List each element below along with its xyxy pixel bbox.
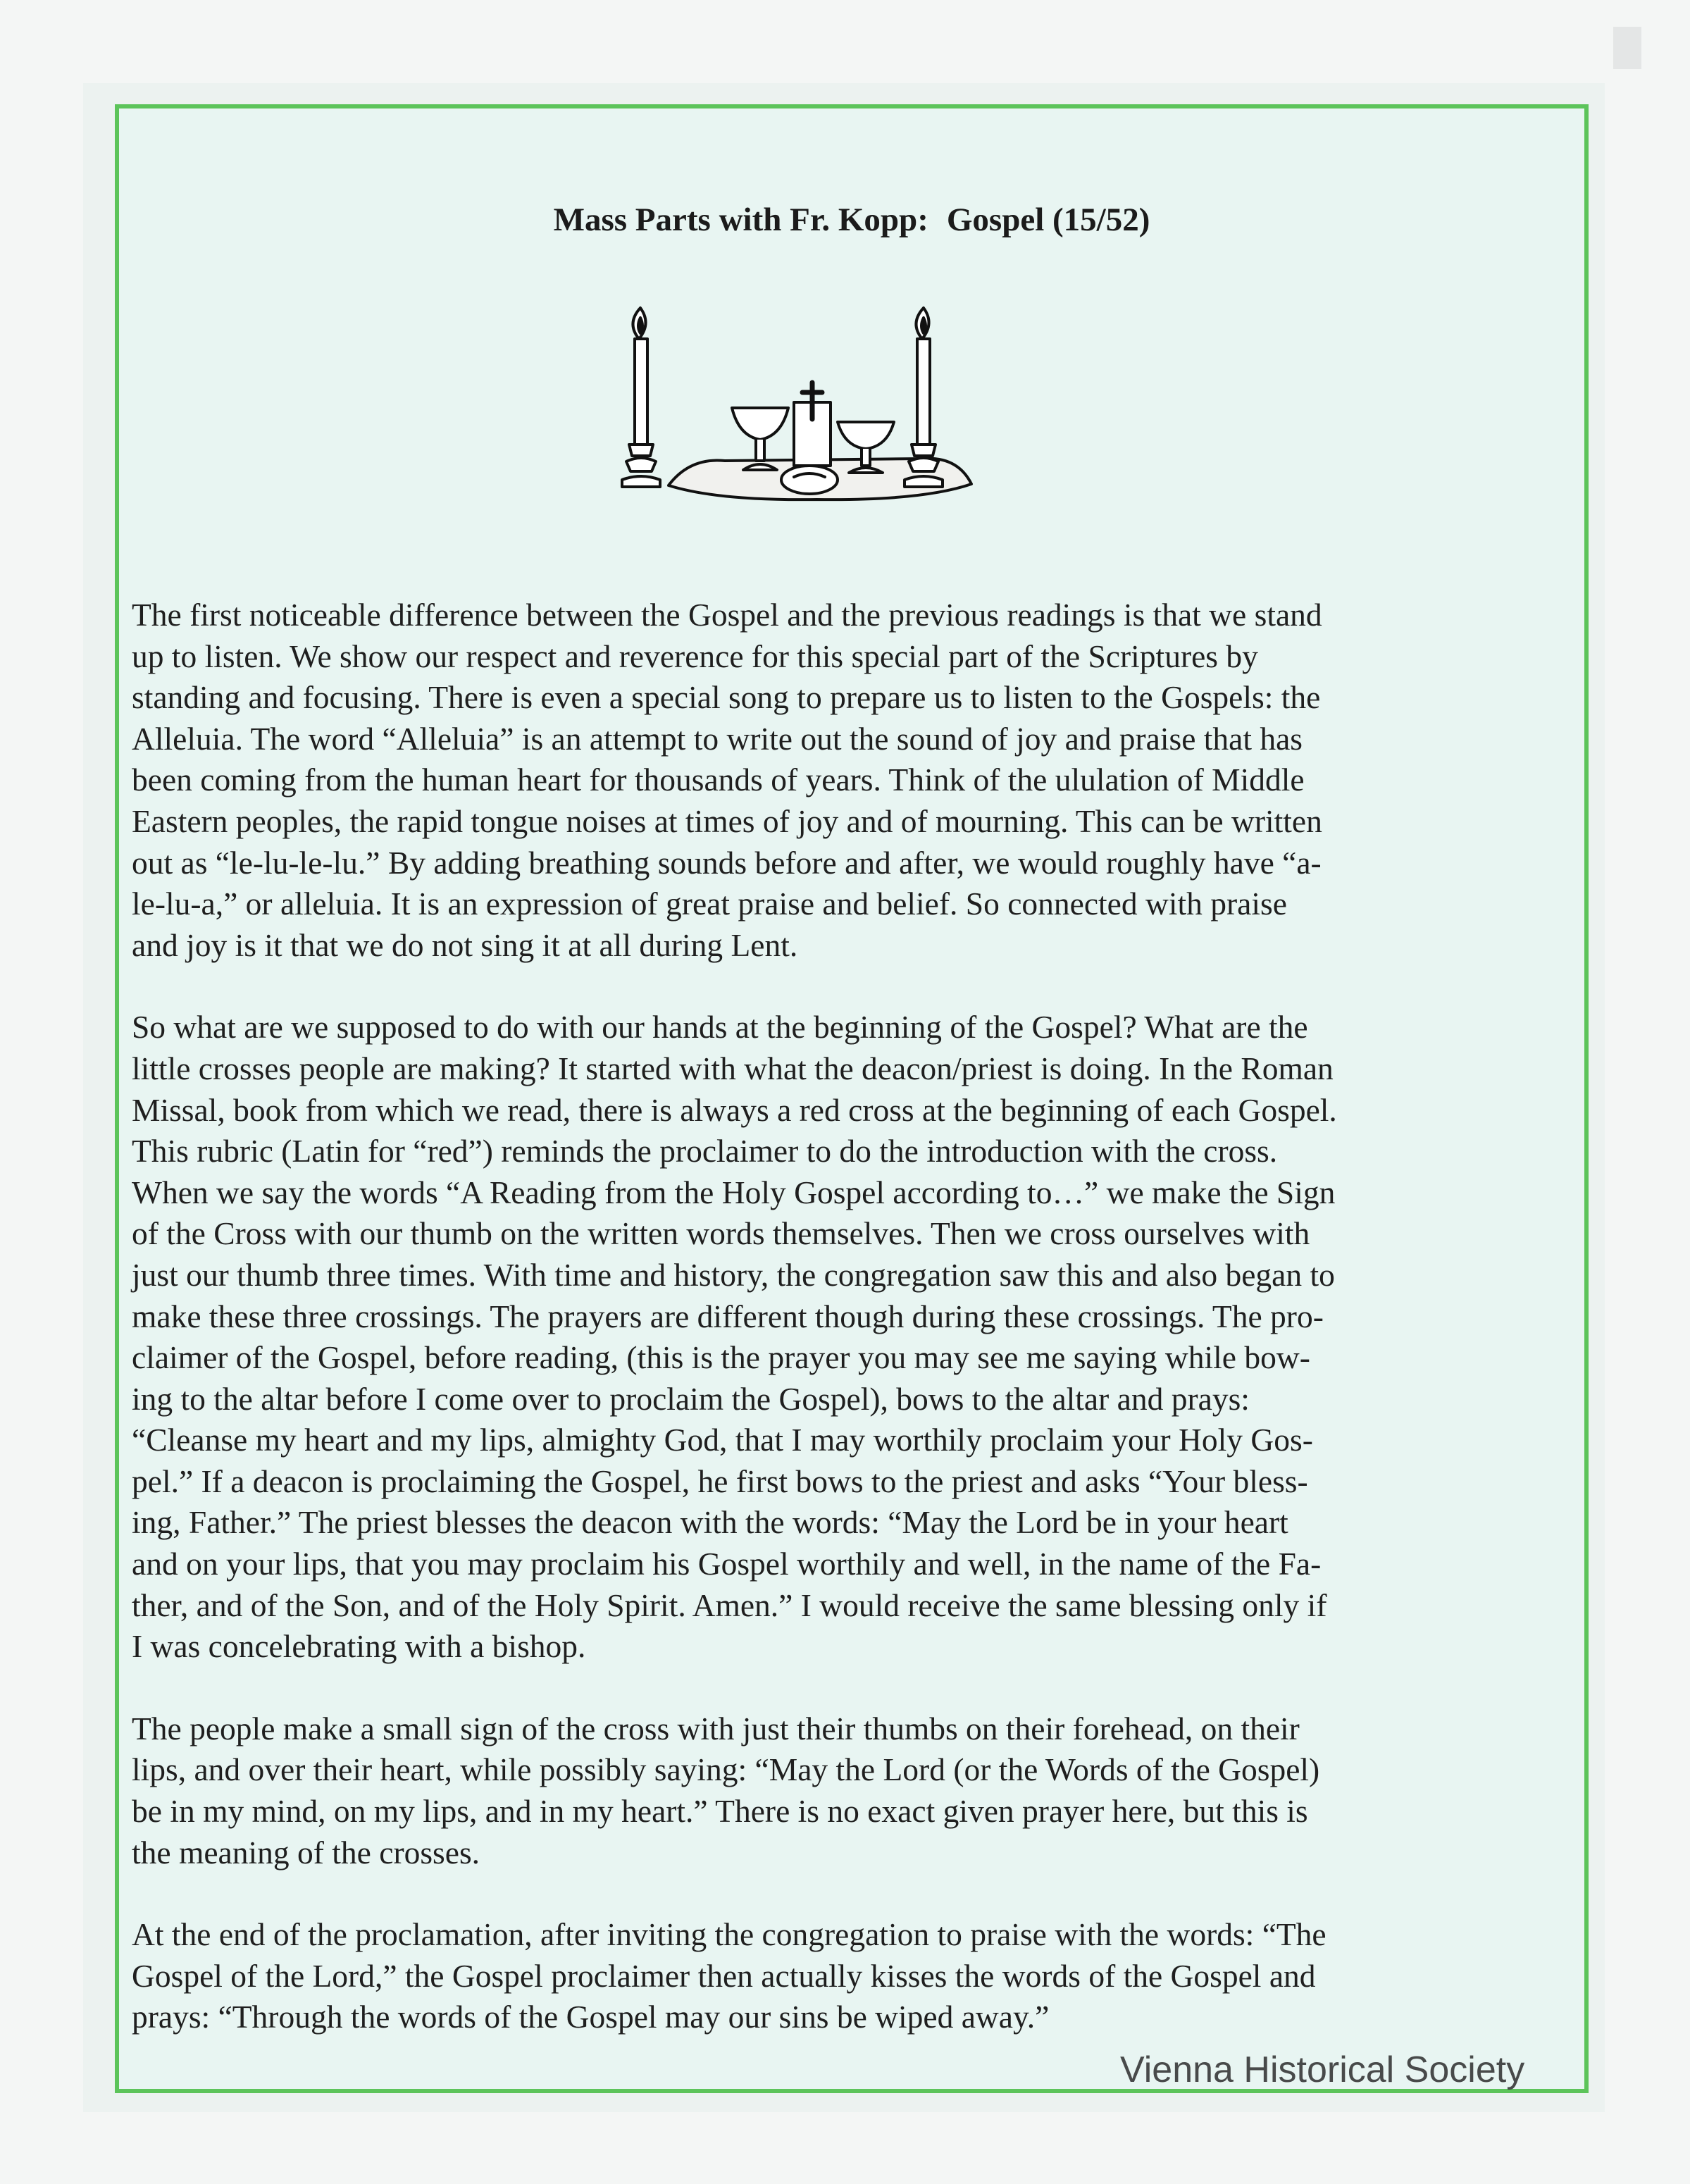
paragraph-crosses: So what are we supposed to do with our hands at the beginning of the Gospel? What are the little crosses people are making? It started with what the deacon/priest is doing. In the Roman Missal, book from which we read, there is always a red cross at the beginning of each Gospel. This rubric (Latin for “red”) reminds the proclaimer to do the introduction with the cross. When we say the words “A Reading from the Holy Gospel according to…” we make the Sign of the Cross with our thumb on the written words themselves. Then we cross ourselves with just our thumb three times. With time and history, the congregation saw this and also began to make these three crossings. The prayers are different though during these crossings. The pro- claimer of the Gospel, before reading, (this is the prayer you may see me saying while bow- ing to the altar before I come over to proclaim the Gospel), bows to the altar and prays: “Cleanse my heart and my lips, almighty God, that I may worthily proclaim your Holy Gos- pel.” If a deacon is proclaiming the Gospel, he first bows to the priest and asks “Your bless- ing, Father.” The priest blesses the deacon with the words: “May the Lord be in your heart and on your lips, that you may proclaim his Gospel worthily and well, in the name of the Fa- ther, and of the Son, and of the Holy Spirit. Amen.” I would receive the same blessing only if I was concelebrating with a bishop. bbox=[132, 1009, 1337, 1665]
title-topic: Gospel (15/52) bbox=[946, 201, 1150, 238]
corner-tab bbox=[1613, 27, 1641, 69]
paragraph-people-crosses: The people make a small sign of the cross with just their thumbs on their forehead, on their lips, and over their heart, while possibly saying: “May the Lord (or the Words of the Gospel) be in my mind, on my lips, and in my heart.” There is no exact given prayer here, but this is the meaning of the crosses. bbox=[132, 1710, 1320, 1870]
title-series: Mass Parts with Fr. Kopp: bbox=[553, 201, 928, 238]
paragraph-proclamation-end: At the end of the proclamation, after inviting the congregation to praise with the words: “The Gospel of the Lord,” the Gospel proclaimer then actually kisses the words of the Gospel and prays: “Through the words of the Gospel may our sins be wiped away.” bbox=[132, 1916, 1326, 2035]
article-title bbox=[119, 201, 1584, 239]
watermark: Vienna Historical Society bbox=[1120, 2049, 1525, 2090]
article-body bbox=[132, 595, 1579, 2079]
paragraph-alleluia: The first noticeable difference between the Gospel and the previous readings is that we stand up to listen. We show our respect and reverence for this special part of the Scriptures by standing and focusing. There is even a special song to prepare us to listen to the Gospels: the Alleluia. The word “Alleluia” is an attempt to write out the sound of joy and praise that has been coming from the human heart for thousands of years. Think of the ululation of Middle Eastern peoples, the rapid tongue noises at times of joy and of mourning. This can be written out as “le-lu-le-lu.” By adding breathing sounds before and after, we would roughly have “a- le-lu-a,” or alleluia. It is an expression of great praise and belief. So connected with praise and joy is it that we do not sing it at all during Lent. bbox=[132, 597, 1322, 963]
altar-candles-chalice-icon bbox=[619, 295, 1014, 507]
article-frame bbox=[115, 104, 1589, 2093]
